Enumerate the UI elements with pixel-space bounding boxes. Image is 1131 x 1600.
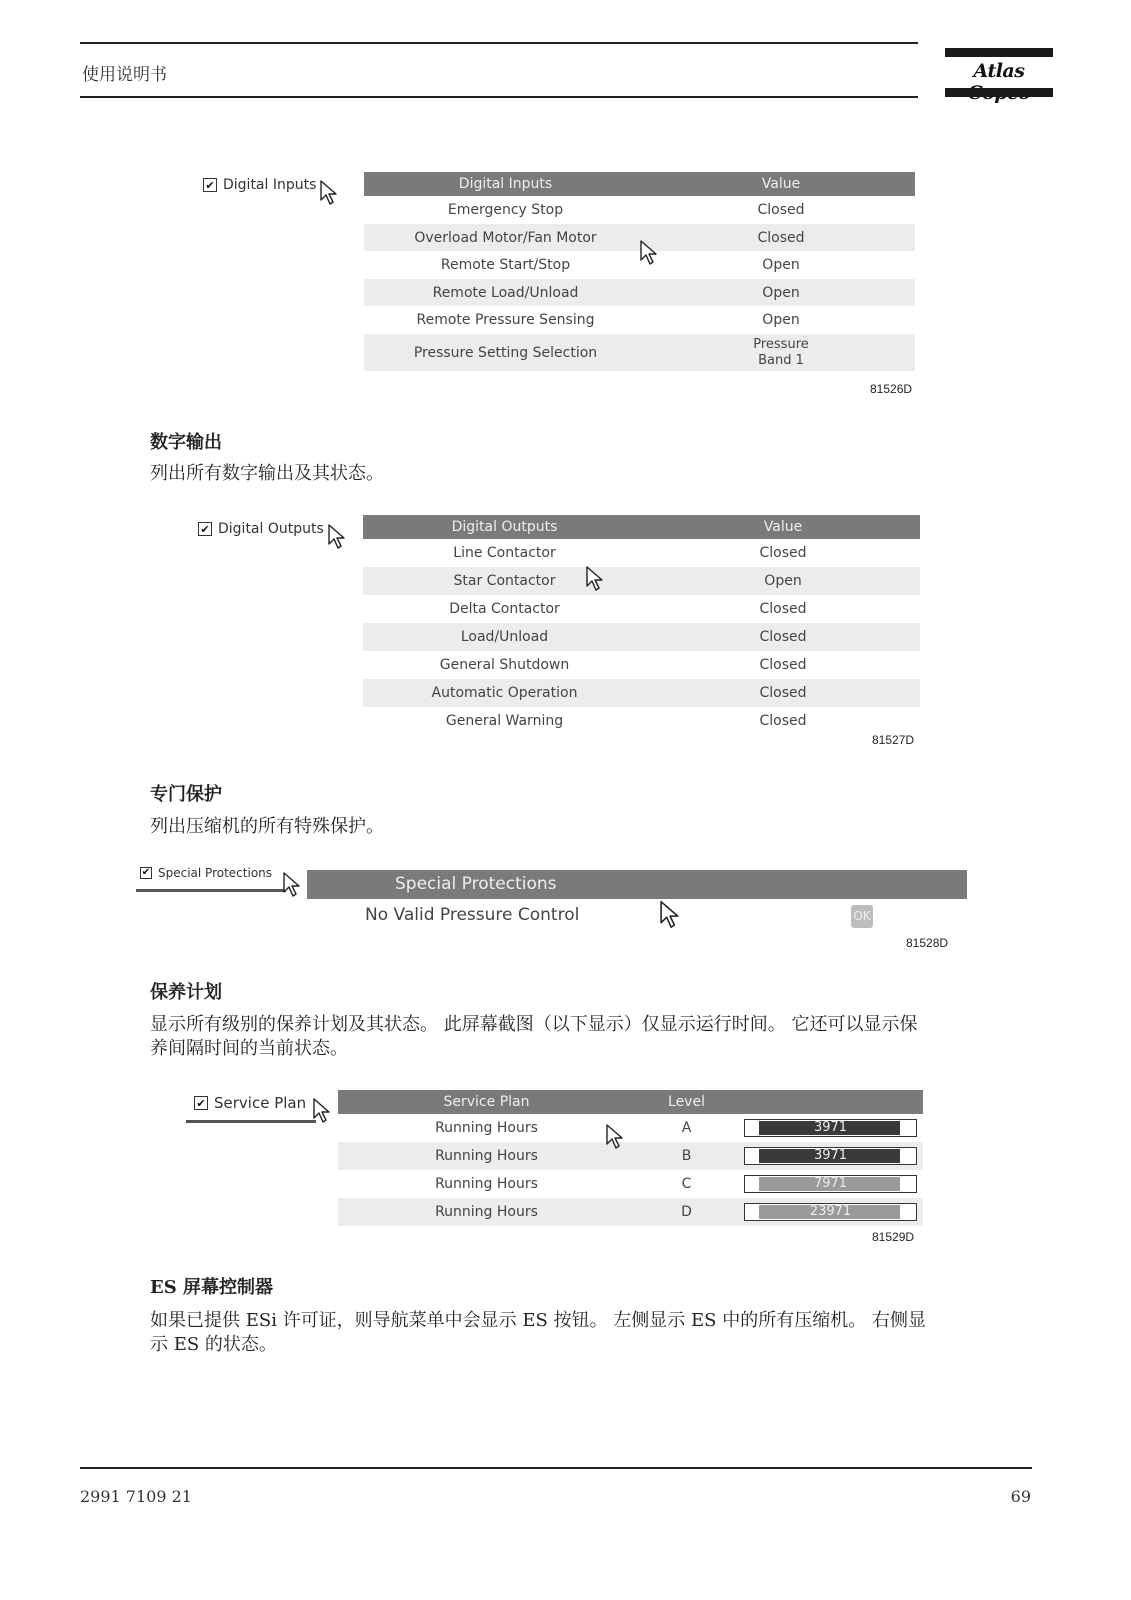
service-level: A [681, 1120, 692, 1136]
output-value: Closed [759, 657, 807, 673]
input-name: Pressure Setting Selection [364, 334, 647, 371]
digital-outputs-checkbox[interactable] [198, 521, 324, 537]
mouse-pointer-icon [313, 1098, 331, 1124]
hours-bar-cell [738, 1170, 923, 1198]
output-name: Load/Unload [363, 623, 646, 651]
service-item-name: Running Hours [435, 1120, 538, 1136]
service-level: C [681, 1176, 692, 1192]
table-row [364, 306, 915, 334]
input-value: Closed [757, 202, 805, 218]
menu-selection-underline [136, 889, 286, 892]
output-name: General Shutdown [439, 657, 570, 673]
service-plan-table [338, 1090, 923, 1226]
output-name: Delta Contactor [449, 601, 560, 617]
section-title: 专门保护 [150, 784, 222, 805]
special-protections-checkbox-label: Special Protections [158, 866, 273, 880]
output-name: Line Contactor [453, 545, 556, 561]
section-description: 示 ES 的状态。 [150, 1334, 277, 1355]
special-protection-item: No Valid Pressure Control [365, 905, 580, 925]
table-row [363, 539, 920, 567]
service-item-name: Running Hours [338, 1198, 635, 1226]
mouse-pointer-icon [640, 240, 658, 266]
output-value: Closed [646, 679, 920, 707]
hours-bar-cell [738, 1142, 923, 1170]
section-title: 保养计划 [150, 982, 222, 1003]
mouse-pointer-icon [606, 1124, 624, 1150]
table-row [338, 1114, 923, 1142]
hours-progress-bar [744, 1175, 917, 1193]
figure-id: 81526D [870, 382, 913, 396]
output-value: Closed [759, 545, 807, 561]
table-row [363, 623, 920, 651]
atlas-copco-logo: Atlas [973, 60, 1025, 82]
table-row [363, 679, 920, 707]
table-row [364, 279, 915, 306]
figure-id: 81529D [872, 1230, 915, 1244]
service-item-name: Running Hours [435, 1176, 538, 1192]
table-row [364, 196, 915, 224]
digital-inputs-checkbox-label: Digital Inputs [223, 177, 317, 193]
figure-id: 81528D [906, 936, 949, 950]
section-description: 列出压缩机的所有特殊保护。 [150, 816, 384, 837]
output-name: General Warning [445, 713, 564, 729]
checkbox-check-icon: ✔ [203, 178, 217, 192]
input-name: Remote Pressure Sensing [416, 312, 595, 328]
service-plan-checkbox[interactable] [194, 1094, 306, 1112]
digital-inputs-checkbox[interactable] [203, 177, 316, 193]
header-top-rule [80, 42, 918, 44]
service-level: B [635, 1142, 738, 1170]
column-header: Service Plan [338, 1090, 635, 1114]
column-header: Value [646, 515, 920, 539]
header-title: 使用说明书 [82, 65, 167, 85]
hours-progress-bar [744, 1119, 917, 1137]
input-value: Open [762, 257, 800, 273]
column-header: Digital Outputs [363, 515, 646, 539]
input-name: Emergency Stop [447, 202, 564, 218]
digital-outputs-table [363, 515, 920, 735]
table-row [363, 707, 920, 735]
table-row [363, 595, 920, 623]
table-row [363, 651, 920, 679]
ok-button[interactable]: OK [851, 905, 873, 928]
hours-value: 7971 [813, 1176, 848, 1191]
input-value [647, 334, 915, 371]
header-bottom-rule [80, 96, 918, 98]
digital-inputs-table [364, 172, 915, 371]
input-name: Overload Motor/Fan Motor [364, 224, 647, 251]
section-title: 数字输出 [150, 432, 222, 453]
output-value: Closed [759, 713, 807, 729]
service-item-name: Running Hours [338, 1142, 635, 1170]
document-number: 2991 7109 21 [80, 1487, 192, 1506]
footer-rule [80, 1467, 1032, 1469]
hours-bar-cell [738, 1198, 923, 1226]
output-name: Star Contactor [363, 567, 646, 595]
checkbox-check-icon: ✔ [198, 522, 212, 536]
input-value-line: Band 1 [758, 352, 804, 368]
logo-bottom-bar [945, 88, 1053, 97]
special-protections-header: Special Protections [307, 870, 967, 899]
special-protections-checkbox[interactable] [140, 866, 272, 880]
page-number: 69 [1010, 1487, 1031, 1506]
mouse-pointer-icon [660, 900, 680, 930]
column-header-blank [738, 1090, 923, 1114]
hours-bar-cell [738, 1114, 923, 1142]
digital-outputs-checkbox-label: Digital Outputs [218, 521, 324, 537]
output-value: Open [646, 567, 920, 595]
column-header: Level [635, 1090, 738, 1114]
hours-value: 23971 [809, 1204, 852, 1219]
logo-top-bar [945, 48, 1053, 57]
hours-progress-bar [744, 1147, 917, 1165]
column-header: Digital Inputs [364, 172, 647, 196]
section-description: 养间隔时间的当前状态。 [150, 1038, 348, 1059]
table-row [363, 567, 920, 595]
hours-progress-bar [744, 1203, 917, 1221]
hours-value: 3971 [813, 1120, 848, 1135]
mouse-pointer-icon [283, 872, 301, 898]
input-value: Open [647, 279, 915, 306]
input-value: Open [762, 312, 800, 328]
section-title: ES 屏幕控制器 [150, 1277, 273, 1298]
section-description: 显示所有级别的保养计划及其状态。 此屏幕截图（以下显示）仅显示运行时间。 它还可以显示保 [150, 1014, 918, 1035]
checkbox-check-icon: ✔ [194, 1096, 208, 1110]
section-description: 列出所有数字输出及其状态。 [150, 463, 384, 484]
mouse-pointer-icon [586, 566, 604, 592]
table-row [338, 1142, 923, 1170]
section-description: 如果已提供 ESi 许可证，则导航菜单中会显示 ES 按钮。 左侧显示 ES 中的所有压缩机。 右侧显 [150, 1310, 926, 1331]
input-name: Remote Load/Unload [364, 279, 647, 306]
output-name: Automatic Operation [363, 679, 646, 707]
checkbox-check-icon: ✔ [141, 867, 151, 878]
table-row [338, 1170, 923, 1198]
input-value-line: Pressure [753, 336, 809, 352]
figure-id: 81527D [872, 733, 915, 747]
service-level: D [635, 1198, 738, 1226]
input-value: Closed [647, 224, 915, 251]
output-value: Closed [759, 601, 807, 617]
table-row [338, 1198, 923, 1226]
table-row [364, 334, 915, 371]
input-name: Remote Start/Stop [440, 257, 571, 273]
menu-selection-underline [186, 1120, 316, 1123]
mouse-pointer-icon [328, 524, 346, 550]
column-header: Value [647, 172, 915, 196]
output-value: Closed [646, 623, 920, 651]
mouse-pointer-icon [320, 180, 338, 206]
hours-value: 3971 [813, 1148, 848, 1163]
service-plan-checkbox-label: Service Plan [214, 1094, 307, 1112]
